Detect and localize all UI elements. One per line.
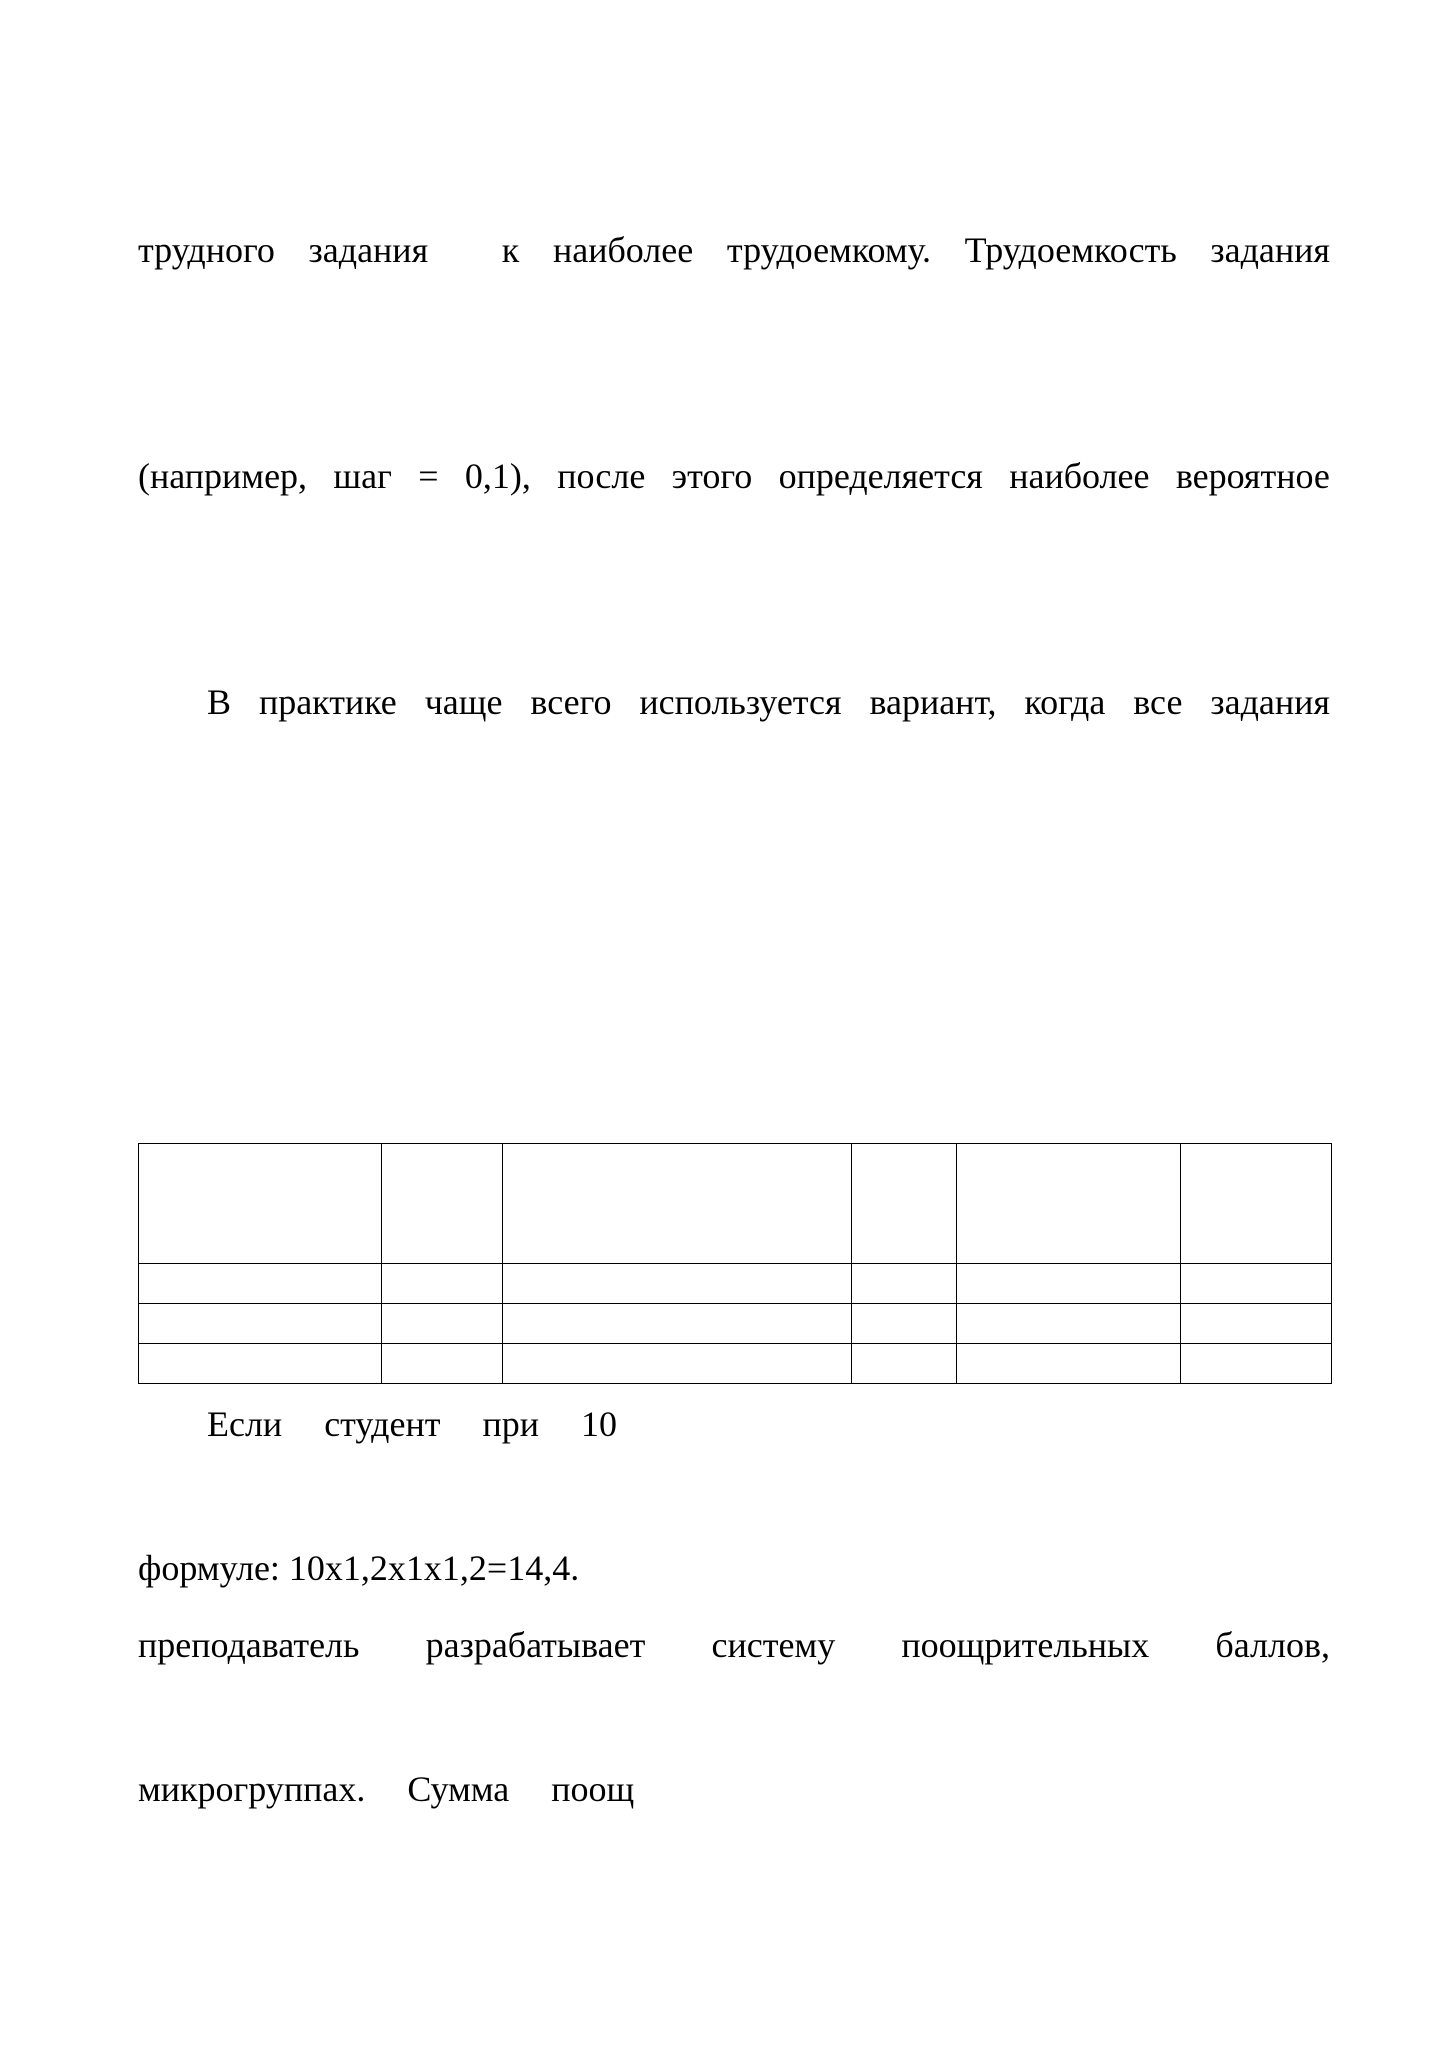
table-cell (503, 1304, 852, 1344)
word: шаг (333, 456, 392, 496)
table-cell (852, 1264, 957, 1304)
table-cell (382, 1344, 503, 1384)
paragraph-first-line (207, 680, 1330, 724)
word: поощрительных (901, 1625, 1150, 1665)
word: все (1133, 682, 1183, 722)
table-cell (852, 1304, 957, 1344)
word: = (418, 456, 439, 496)
text-line (138, 228, 1330, 272)
word: чаще (424, 682, 503, 722)
table-cell (1181, 1144, 1332, 1264)
text-line: формуле: 10х1,2х1х1,2=14,4. (138, 1548, 580, 1588)
word: баллов, (1215, 1625, 1330, 1665)
text-line: микрогруппах. Сумма поощ (138, 1769, 635, 1809)
word: к (501, 230, 520, 270)
text-line (138, 1623, 1330, 1667)
word: разрабатывает (425, 1625, 646, 1665)
word: задания (1210, 230, 1330, 270)
word: задания (308, 230, 429, 270)
table-cell (503, 1344, 852, 1384)
table-cell (852, 1344, 957, 1384)
table-cell (852, 1144, 957, 1264)
word: систему (711, 1625, 836, 1665)
word: наиболее (552, 230, 694, 270)
table-header-row (139, 1144, 1332, 1264)
word: 0,1), (464, 456, 531, 496)
text-line (138, 454, 1330, 498)
word: вероятное (1175, 456, 1330, 496)
word: преподаватель (138, 1625, 360, 1665)
table-row (139, 1304, 1332, 1344)
word: определяется (778, 456, 983, 496)
table-cell (382, 1144, 503, 1264)
table-cell (957, 1304, 1181, 1344)
table-cell (382, 1304, 503, 1344)
empty-table (138, 1143, 1332, 1384)
word: после (557, 456, 646, 496)
table-cell (139, 1264, 382, 1304)
table-cell (957, 1344, 1181, 1384)
table-row (139, 1264, 1332, 1304)
table-cell (957, 1264, 1181, 1304)
table-row (139, 1344, 1332, 1384)
table-cell (139, 1304, 382, 1344)
table-cell (503, 1264, 852, 1304)
word: практике (258, 682, 397, 722)
table-cell (139, 1344, 382, 1384)
table-cell (1181, 1264, 1332, 1304)
word: используется (639, 682, 842, 722)
word: этого (671, 456, 753, 496)
word: Трудоемкость (964, 230, 1177, 270)
word: трудоемкому. (726, 230, 931, 270)
table-cell (139, 1144, 382, 1264)
word: (например, (138, 456, 308, 496)
word: вариант, (869, 682, 997, 722)
table-cell (957, 1144, 1181, 1264)
word: задания (1210, 682, 1330, 722)
word: В (207, 682, 232, 722)
word: всего (530, 682, 612, 722)
table-cell (1181, 1344, 1332, 1384)
word: наиболее (1009, 456, 1150, 496)
word: когда (1024, 682, 1106, 722)
table-cell (503, 1144, 852, 1264)
table-cell (1181, 1304, 1332, 1344)
word: трудного (138, 230, 275, 270)
table-cell (382, 1264, 503, 1304)
paragraph-first-line: Если студент при 10 (207, 1404, 617, 1444)
